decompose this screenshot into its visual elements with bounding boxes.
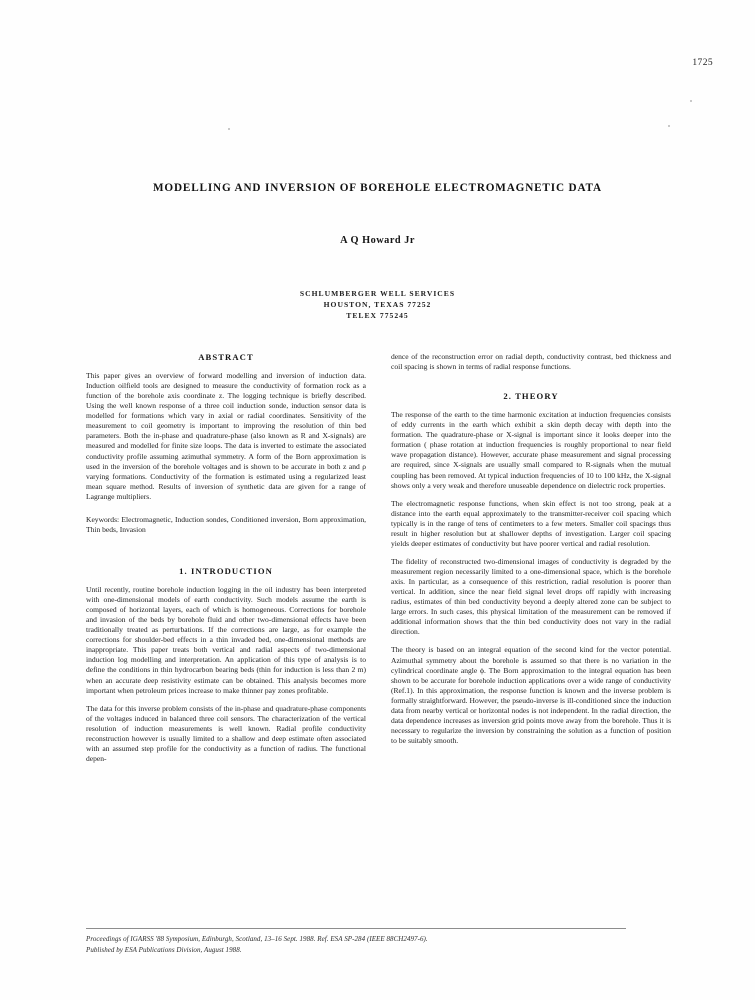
theory-heading: 2. THEORY (503, 391, 559, 402)
page-number: 1725 (692, 58, 713, 68)
theory-paragraph-2: The electromagnetic response functions, when skin effect is not too strong, peak at a distance into the earth equal approximately to the transmitter-receiver coil spacing which typically is in the range of tens of centimeters to a few meters. Smaller coil spacings thus result in higher resolution but at shallower depths of investigation. Larger coil spacing yields deeper estimates of conductivity but have poorer vertical and radial resolution. (391, 498, 671, 548)
right-column (391, 352, 671, 764)
scan-speck (228, 128, 230, 130)
scan-speck (690, 100, 692, 102)
abstract-paragraph: This paper gives an overview of forward modelling and inversion of induction data. Induction oilfield tools are designed to measure the conductivity of formation rock as a function of the borehole axis coordinate z. The logging technique is briefly described. Using the well known response of a three coil induction sonde, induction sensor data is modelled for formations which vary in axial or radial coordinates. Sensitivity of the measurement to coil geometry is important to improving the resolution of thin bed parameters. Both the in-phase and quadrature-phase (also known as R and X-signals) are measured and modelled for finite size loops. The data is inverted to estimate the associated conductivity profile assuming azimuthal symmetry. A form of the Born approximation is used in the inversion of the borehole voltages and is shown to be accurate in both z and ρ varying formations. Conductivity of the formation is estimated using a regularized least mean square method. Results of inversion of synthetic data are given for a range of Lagrange multipliers. (86, 371, 366, 501)
footer-proceedings-line: Proceedings of IGARSS '88 Symposium, Edinburgh, Scotland, 13–16 Sept. 1988. Ref. ESA SP-284 (IEEE 88CH2497-6). (86, 935, 428, 943)
title-block (0, 182, 755, 321)
abstract-heading: ABSTRACT (198, 352, 254, 362)
theory-paragraph-3: The fidelity of reconstructed two-dimensional images of conductivity is degraded by the measurement region necessarily limited to a one-dimensional space, which is the borehole axis. In particular, as a consequence of this restriction, radial resolution is poorer than vertical. In addition, since the near field signal level drops off rapidly with increasing radius, estimates of thin bed conductivity beyond a deeply altered zone can be subject to large errors. In such cases, this physical limitation of the measurement can be removed if additional information shows that the thin bed conductivity does not vary in the radial direction. (391, 556, 671, 637)
theory-paragraph-1: The response of the earth to the time harmonic excitation at induction frequencies consists of eddy currents in the earth which exhibit a skin depth decay with depth into the formation. The quadrature-phase or X-signal is important since it looks deeper into the formation ( phase rotation at induction frequencies is roughly proportional to near field wave propagation distance). However, accurate phase measurement and signal processing are required, since X-signals are usually small compared to R-signals when the mutual coupling has been removed. At typical induction frequencies of 10 to 100 kHz, the X-signal shows only a very weak and therefore unuseable dependence on dielectric rock properties. (391, 410, 671, 490)
page-title: MODELLING AND INVERSION OF BOREHOLE ELECTROMAGNETIC DATA (153, 182, 602, 194)
footer-publisher-line: Published by ESA Publications Division, August 1988. (86, 946, 242, 955)
two-column-body (86, 352, 671, 764)
introduction-heading: 1. INTRODUCTION (179, 565, 273, 576)
left-column (86, 352, 366, 764)
affiliation-city: HOUSTON, TEXAS 77252 (323, 300, 432, 309)
footer-divider (86, 928, 626, 929)
affiliation-telex: TELEX 775245 (346, 311, 409, 320)
affiliation-organization: SCHLUMBERGER WELL SERVICES (299, 289, 456, 298)
scan-speck (668, 125, 670, 127)
continuation-paragraph: dence of the reconstruction error on radial depth, conductivity contrast, bed thickness and coil spacing is shown in terms of radial response functions. (391, 352, 671, 372)
intro-paragraph-1: Until recently, routine borehole induction logging in the oil industry has been interpreted with one-dimensional models of earth conductivity. Such models assume the earth is composed of horizontal layers, each of which is homogeneous. Corrections for borehole and invasion of the beds by borehole fluid and other two-dimensional effects have been traditionally treated as perturbations. If the corrections are large, as for example the corrections for shoulder-bed effects in a thin invaded bed, one-dimensional methods are inappropriate. This paper treats both vertical and radial aspects of two-dimensional induction log modelling and interpretation. An application of this type of analysis is to define the conditions in thin hydrocarbon bearing beds (thin for induction is less than 2 m) when an accurate deep resistivity estimate can be obtained. This analysis becomes more important when petroleum prices increase to make thinner pay zones profitable. (86, 584, 366, 695)
keywords-paragraph: Keywords: Electromagnetic, Induction sondes, Conditioned inversion, Born approximation, Thin beds, Invasion (86, 514, 366, 534)
footer (86, 934, 686, 957)
theory-paragraph-4: The theory is based on an integral equation of the second kind for the vector potential. Azimuthal symmetry about the borehole is assumed so that there is no variation in the cylindrical coordinate angle ϕ. The Born approximation to the integral equation has been shown to be accurate for borehole induction applications over a wide range of conductivity (Ref.1). In this approximation, the response function is known and the inverse problem is formally straightforward. However, the pseudo-inverse is ill-conditioned since the induction data from nearby vertical or horizontal nodes is not independent. In the radial direction, the data dependence increases as inversion grid points move away from the borehole. Thus it is necessary to regularize the inversion by constraining the solution as a function of position to be suitably smooth. (391, 645, 671, 745)
author-name: A Q Howard Jr (340, 235, 415, 246)
affiliation (0, 288, 755, 321)
intro-paragraph-2: The data for this inverse problem consists of the in-phase and quadrature-phase components of the voltages induced in balanced three coil sensors. The characterization of the vertical resolution of induction measurements is well known. Radial profile conductivity reconstruction however is usually limited to a shallow and deep estimate often associated with an assumed step profile for the conductivity as a function of radius. The functional depen- (86, 703, 366, 763)
